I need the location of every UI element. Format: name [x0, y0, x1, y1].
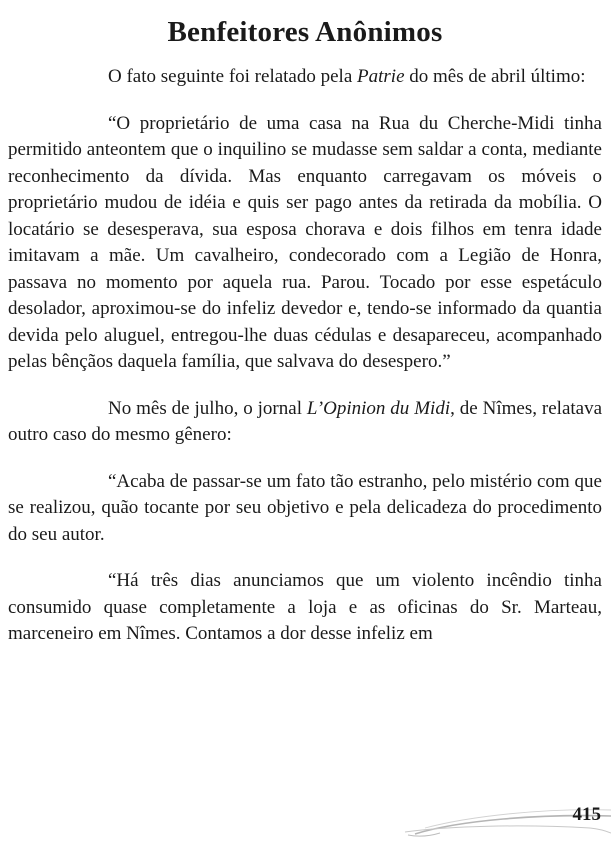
- newspaper-name-patrie: Patrie: [357, 66, 405, 87]
- page-title: Benfeitores Anônimos: [167, 16, 443, 48]
- paragraph-1: [8, 64, 602, 91]
- paragraph-3: [8, 396, 602, 449]
- page-footer: [0, 790, 611, 848]
- paragraph-3-text-start: No mês de julho, o jornal: [108, 397, 307, 419]
- paragraph-3-text-end: , de Nîmes, relatava outro caso do mesmo gênero:: [8, 397, 603, 445]
- paragraph-1-text-end: do mês de abril último:: [404, 66, 586, 87]
- paragraph-1-text-start: O fato seguinte foi relatado pela: [108, 66, 358, 87]
- paragraph-4: “Acaba de passar-se um fato tão estranho, pelo mistério com que se realizou, quão tocante por seu objetivo e pela delicadeza do procedimento do seu autor.: [8, 470, 602, 545]
- page-number: 415: [572, 804, 601, 825]
- document-page: [8, 14, 602, 668]
- newspaper-name-opinion-du-midi: L’Opinion du Midi: [306, 397, 451, 419]
- paragraph-2: “O proprietário de uma casa na Rua du Cherche-Midi tinha permitido anteontem que o inquilino se mudasse sem saldar a conta, mediante reconhecimento da dívida. Mas enquanto carregavam os móveis o proprietário mudou de idéia e quis ser pago antes da retirada da mobília. O locatário se desesperava, sua esposa chorava e dois filhos em tenra idade imitavam a mãe. Um cavalheiro, condecorado com a Legião de Honra, passava no momento por aquela rua. Parou. Tocado por esse espetáculo desolador, aproximou-se do infeliz devedor e, tendo-se informado da quantia devida pelo aluguel, entregou-lhe duas cédulas e desapareceu, acompanhado pelas bênçãos daquela família, que salvava do desespero.”: [8, 112, 602, 372]
- swoosh-ornament-icon: [0, 790, 611, 848]
- paragraph-5: “Há três dias anunciamos que um violento incêndio tinha consumido quase completamente a loja e as oficinas do Sr. Marteau, marceneiro em Nîmes. Contamos a dor desse infeliz em: [8, 570, 602, 644]
